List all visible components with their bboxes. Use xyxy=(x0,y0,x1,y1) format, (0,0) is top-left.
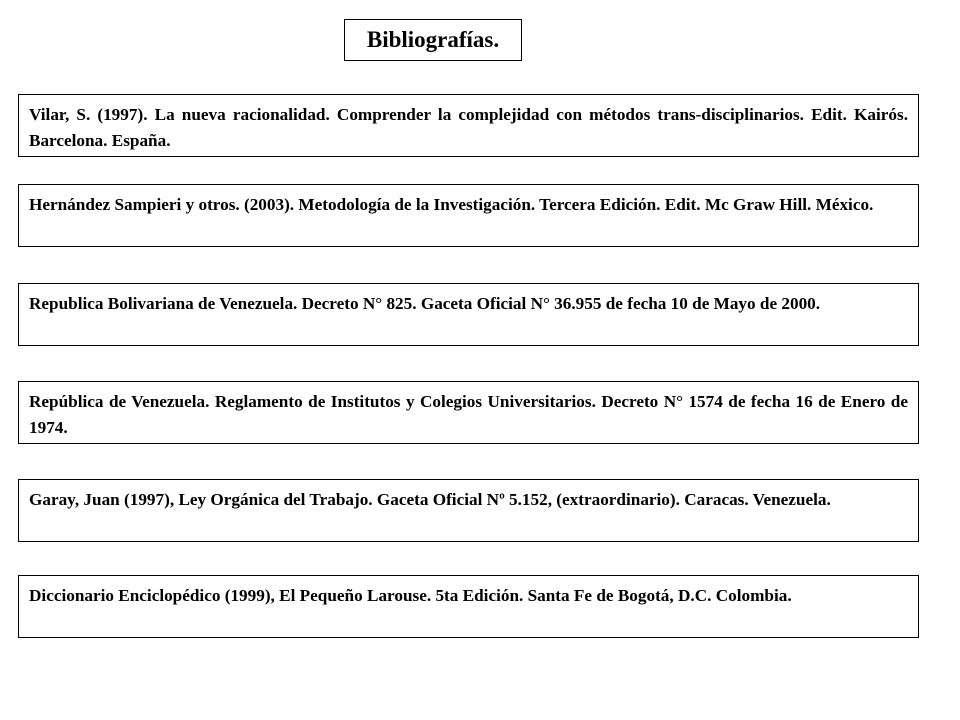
reference-decreto-825: Republica Bolivariana de Venezuela. Decreto N° 825. Gaceta Oficial N° 36.955 de fecha 10 de Mayo de 2000. xyxy=(18,283,919,346)
page-title: Bibliografías. xyxy=(344,19,522,61)
reference-vilar: Vilar, S. (1997). La nueva racionalidad. Comprender la complejidad con métodos trans-disciplinarios. Edit. Kairós. Barcelona. España. xyxy=(18,94,919,157)
reference-diccionario: Diccionario Enciclopédico (1999), El Pequeño Larouse. 5ta Edición. Santa Fe de Bogotá, D.C. Colombia. xyxy=(18,575,919,638)
reference-decreto-1574: República de Venezuela. Reglamento de Institutos y Colegios Universitarios. Decreto N° 1574 de fecha 16 de Enero de 1974. xyxy=(18,381,919,444)
reference-garay: Garay, Juan (1997), Ley Orgánica del Trabajo. Gaceta Oficial Nº 5.152, (extraordinario). Caracas. Venezuela. xyxy=(18,479,919,542)
reference-hernandez-sampieri: Hernández Sampieri y otros. (2003). Metodología de la Investigación. Tercera Edición. Edit. Mc Graw Hill. México. xyxy=(18,184,919,247)
